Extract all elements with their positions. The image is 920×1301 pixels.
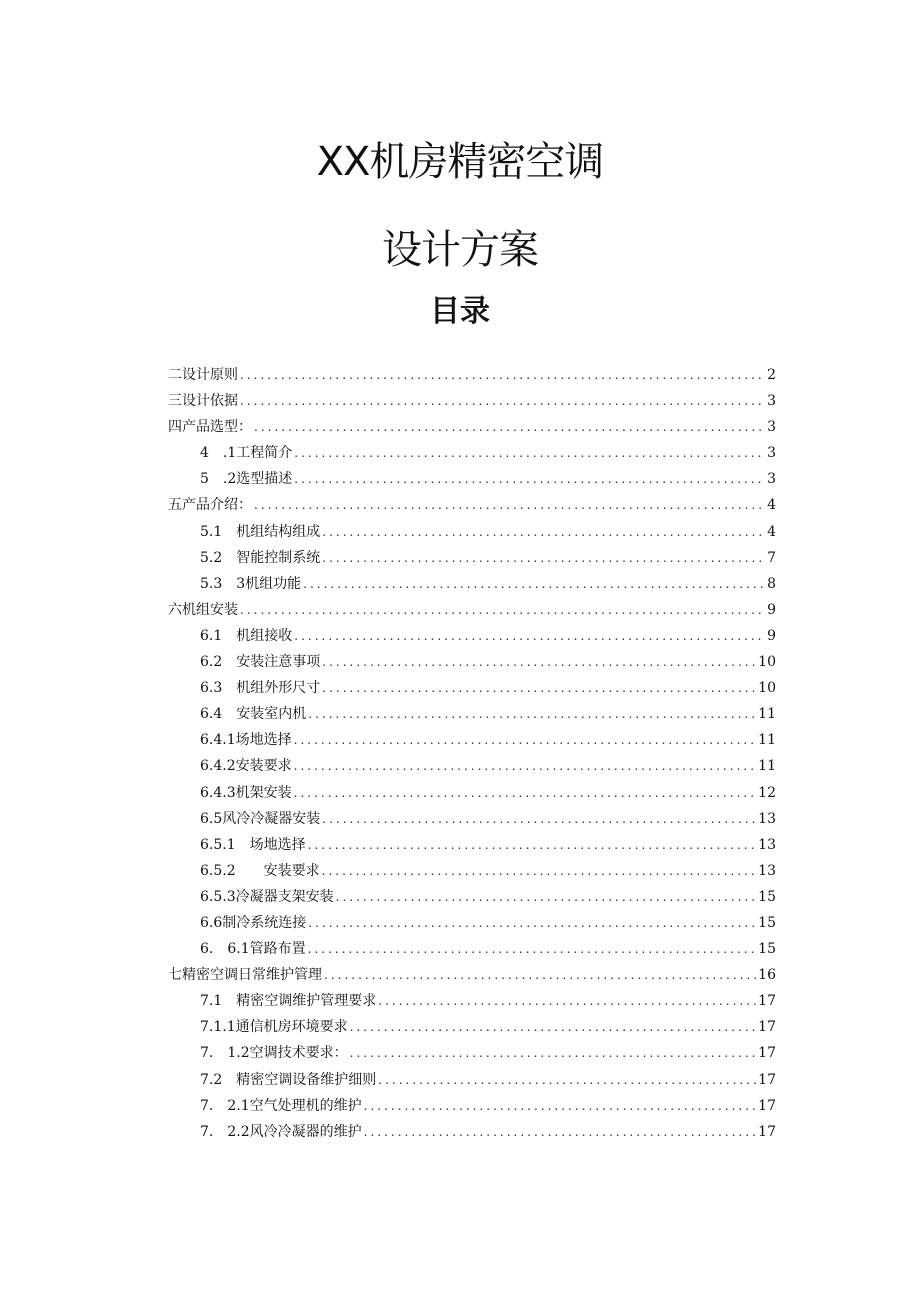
toc-entry-page-number: 16: [758, 967, 776, 984]
toc-entry-page-number: 3: [767, 419, 776, 436]
toc-leader-dots: [322, 675, 756, 701]
toc-leader-dots: [294, 440, 765, 466]
toc-leader-dots: [254, 414, 765, 440]
toc-entry[interactable]: [168, 623, 776, 649]
toc-entry[interactable]: [168, 414, 776, 440]
toc-leader-dots: [294, 727, 757, 753]
toc-leader-dots: [308, 910, 756, 936]
toc-entry[interactable]: [168, 1014, 776, 1040]
toc-heading: 目录: [430, 294, 490, 329]
toc-leader-dots: [308, 701, 756, 727]
toc-entry[interactable]: [168, 701, 776, 727]
toc-leader-dots: [240, 362, 765, 388]
toc-entry-label: 6.4.2安装要求: [200, 758, 292, 775]
toc-entry-label: 7. 1.2空调技术要求：: [200, 1045, 348, 1062]
toc-entry-page-number: 13: [758, 836, 776, 853]
toc-leader-dots: [324, 962, 756, 988]
toc-entry-page-number: 8: [767, 575, 776, 592]
toc-entry[interactable]: [168, 649, 776, 675]
toc-entry-label: 5.3 3机组功能: [200, 575, 302, 592]
toc-leader-dots: [240, 597, 765, 623]
toc-entry[interactable]: [168, 597, 776, 623]
toc-entry-label: 6.5.3冷凝器支架安装: [200, 888, 334, 905]
toc-leader-dots: [322, 858, 757, 884]
toc-entry-label: 6.5.1 场地选择: [200, 836, 306, 853]
toc-entry-label: 四产品选型：: [168, 419, 252, 436]
toc-leader-dots: [378, 1067, 756, 1093]
toc-entry-label: 4 .1工程简介: [200, 445, 293, 462]
toc-leader-dots: [294, 466, 765, 492]
toc-entry-label: 7. 2.1空气处理机的维护: [200, 1097, 362, 1114]
toc-entry[interactable]: [168, 884, 776, 910]
toc-entry-page-number: 10: [758, 680, 776, 697]
toc-leader-dots: [294, 623, 765, 649]
toc-entry-page-number: 2: [767, 367, 776, 383]
toc-entry-page-number: 15: [758, 914, 776, 931]
toc-entry-label: 五产品介绍：: [168, 497, 252, 514]
toc-entry[interactable]: [168, 753, 776, 779]
toc-entry-page-number: 11: [758, 758, 776, 775]
toc-leader-dots: [364, 1093, 757, 1119]
toc-entry-label: 6.4.3机架安装: [200, 784, 292, 801]
toc-entry[interactable]: [168, 988, 776, 1014]
toc-entry[interactable]: [168, 1067, 776, 1093]
toc-entry-page-number: 17: [758, 1123, 776, 1140]
toc-entry-label: 七精密空调日常维护管理: [168, 967, 322, 984]
toc-entry-label: 5.1 机组结构组成: [200, 523, 321, 540]
toc-entry-page-number: 13: [758, 862, 776, 879]
toc-entry-page-number: 9: [767, 601, 776, 618]
toc-entry-page-number: 4: [767, 523, 776, 540]
toc-entry[interactable]: [168, 806, 776, 832]
toc-entry-label: 6.4.1场地选择: [200, 732, 292, 749]
toc-entry-page-number: 17: [758, 1071, 776, 1088]
toc-entry-page-number: 15: [758, 941, 776, 958]
toc-leader-dots: [254, 492, 765, 518]
toc-entry-page-number: 10: [758, 654, 776, 671]
toc-entry-page-number: 15: [758, 888, 776, 905]
toc-leader-dots: [336, 884, 757, 910]
toc-entry-page-number: 3: [767, 471, 776, 488]
toc-entry[interactable]: [168, 492, 776, 518]
toc-entry[interactable]: [168, 936, 776, 962]
toc-entry-label: 三设计依据: [168, 393, 238, 410]
toc-entry-label: 7.1 精密空调维护管理要求: [200, 993, 377, 1010]
toc-entry-page-number: 11: [758, 706, 776, 723]
toc-leader-dots: [294, 780, 757, 806]
toc-entry-page-number: 12: [758, 784, 776, 801]
toc-entry[interactable]: [168, 832, 776, 858]
toc-entry-label: 6.3 机组外形尺寸: [200, 680, 321, 697]
toc-entry-page-number: 9: [767, 627, 776, 644]
toc-entry-label: 6.2 安装注意事项: [200, 654, 321, 671]
toc-entry-label: 6.5.2 安装要求: [200, 862, 320, 879]
toc-entry[interactable]: [168, 1040, 776, 1066]
toc-entry[interactable]: [168, 675, 776, 701]
toc-entry[interactable]: [168, 571, 776, 597]
toc-entry[interactable]: [168, 440, 776, 466]
toc-leader-dots: [364, 1119, 757, 1145]
toc-entry[interactable]: [168, 362, 776, 388]
toc-entry[interactable]: [168, 780, 776, 806]
toc-entry-label: 6.6制冷系统连接: [200, 914, 307, 931]
toc-entry-label: 二设计原则: [168, 367, 238, 383]
toc-leader-dots: [294, 753, 757, 779]
toc-entry-page-number: 17: [758, 1097, 776, 1114]
toc-leader-dots: [303, 571, 765, 597]
toc-entry-page-number: 3: [767, 445, 776, 462]
toc-leader-dots: [322, 519, 765, 545]
toc-entry-page-number: 7: [767, 549, 776, 566]
document-title-line-2: 设计方案: [382, 227, 538, 273]
table-of-contents: [168, 362, 776, 1145]
toc-entry-label: 6.5风冷冷凝器安装: [200, 810, 321, 827]
toc-entry-page-number: 3: [767, 393, 776, 410]
toc-leader-dots: [308, 936, 757, 962]
toc-entry[interactable]: [168, 388, 776, 414]
toc-entry-page-number: 17: [758, 1045, 776, 1062]
toc-leader-dots: [378, 988, 756, 1014]
toc-leader-dots: [322, 649, 756, 675]
toc-entry-page-number: 11: [758, 732, 776, 749]
toc-entry[interactable]: [168, 1119, 776, 1145]
toc-entry-label: 7.1.1通信机房环境要求: [200, 1019, 348, 1036]
toc-leader-dots: [322, 545, 765, 571]
toc-entry-label: 5.2 智能控制系统: [200, 549, 321, 566]
toc-leader-dots: [322, 806, 756, 832]
toc-entry-label: 7. 2.2风冷冷凝器的维护: [200, 1123, 362, 1140]
toc-entry-page-number: 17: [758, 1019, 776, 1036]
toc-entry-label: 六机组安装: [168, 601, 238, 618]
toc-entry-page-number: 13: [758, 810, 776, 827]
toc-entry-label: 7.2 精密空调设备维护细则: [200, 1071, 377, 1088]
toc-entry-label: 6. 6.1管路布置: [200, 941, 306, 958]
toc-entry[interactable]: [168, 910, 776, 936]
toc-leader-dots: [350, 1040, 757, 1066]
toc-entry[interactable]: [168, 519, 776, 545]
toc-entry[interactable]: [168, 962, 776, 988]
toc-leader-dots: [240, 388, 765, 414]
toc-entry[interactable]: [168, 545, 776, 571]
toc-entry[interactable]: [168, 727, 776, 753]
toc-entry-label: 6.4 安装室内机: [200, 706, 307, 723]
toc-leader-dots: [350, 1014, 757, 1040]
document-title-line-1: XX机房精密空调: [316, 139, 604, 185]
toc-entry[interactable]: [168, 466, 776, 492]
toc-leader-dots: [308, 832, 757, 858]
toc-entry-label: 5 .2选型描述: [200, 471, 293, 488]
toc-entry[interactable]: [168, 1093, 776, 1119]
toc-entry-page-number: 17: [758, 993, 776, 1010]
toc-entry-page-number: 4: [767, 497, 776, 514]
toc-entry[interactable]: [168, 858, 776, 884]
toc-entry-label: 6.1 机组接收: [200, 627, 293, 644]
